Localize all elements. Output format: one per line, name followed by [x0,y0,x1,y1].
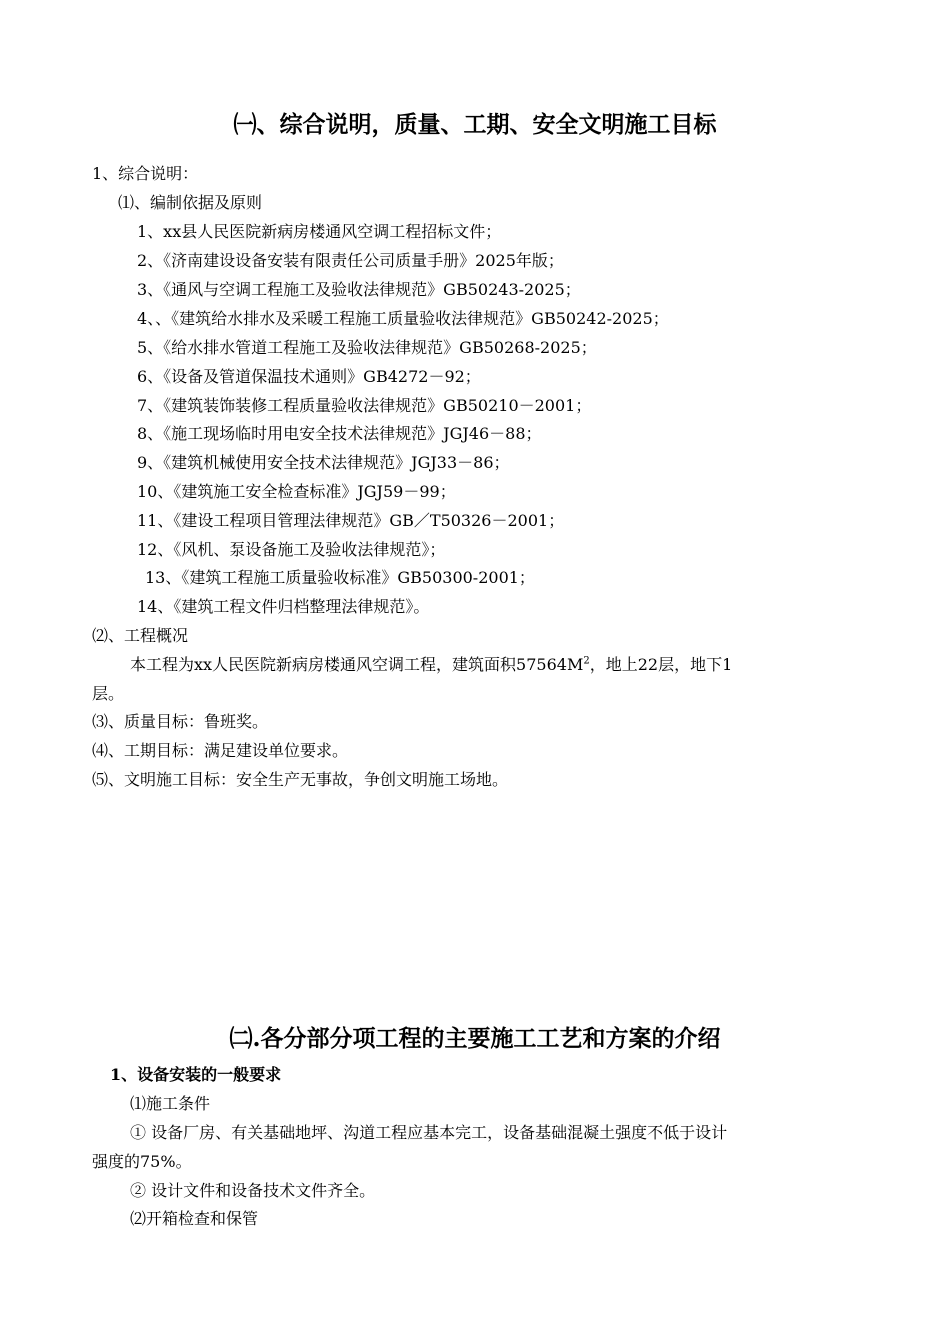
condition-b: ② 设计文件和设备技术文件齐全。 [130,1181,376,1200]
basis-item: 7、《建筑装饰装修工程质量验收法律规范》GB50210－2001； [137,396,592,415]
basis-item: 10、《建筑施工安全检查标准》JGJ59－99； [137,482,456,501]
subheading-general: 1、综合说明： [92,164,199,183]
quality-target: ⑶、质量目标：鲁班奖。 [92,712,269,731]
overview-heading: ⑵、工程概况 [92,626,189,645]
civil-construction-target: ⑸、文明施工目标：安全生产无事故，争创文明施工场地。 [92,770,509,789]
condition-a-line2: 强度的75%。 [92,1152,192,1171]
basis-item: 8、《施工现场临时用电安全技术法律规范》JGJ46－88； [137,424,542,443]
overview-paragraph-line1 [130,655,732,675]
overview-text-tail: ，地上22层，地下1 [589,655,733,674]
basis-item: 6、《设备及管道保温技术通则》GB4272－92； [137,367,481,386]
section2-title: ㈡.各分部分项工程的主要施工工艺和方案的介绍 [229,1025,721,1052]
schedule-target: ⑷、工期目标：满足建设单位要求。 [92,741,349,760]
subheading-equipment-install: 1、设备安装的一般要求 [110,1065,282,1084]
unpacking-heading: ⑵开箱检查和保管 [130,1209,259,1228]
basis-item: 9、《建筑机械使用安全技术法律规范》JGJ33－86； [137,453,510,472]
basis-item: 14、《建筑工程文件归档整理法律规范》。 [137,597,430,616]
overview-text: 本工程为xx人民医院新病房楼通风空调工程，建筑面积57564M [130,655,584,674]
basis-item: 13、《建筑工程施工质量验收标准》GB50300-2001； [145,568,535,587]
overview-paragraph-line2: 层。 [92,684,125,703]
subheading-basis: ⑴、编制依据及原则 [118,193,263,212]
basis-item: 3、《通风与空调工程施工及验收法律规范》GB50243-2025； [137,280,581,299]
condition-a-line1: ① 设备厂房、有关基础地坪、沟道工程应基本完工，设备基础混凝土强度不低于设计 [130,1123,728,1142]
construction-conditions-heading: ⑴施工条件 [130,1094,211,1113]
area-unit-superscript: 2 [583,655,590,667]
basis-item: 1、xx县人民医院新病房楼通风空调工程招标文件； [137,222,502,241]
basis-item: 2、《济南建设设备安装有限责任公司质量手册》2025年版； [137,251,564,270]
basis-item: 4、、《建筑给水排水及采暖工程施工质量验收法律规范》GB50242-2025； [137,309,669,328]
basis-item: 5、《给水排水管道工程施工及验收法律规范》GB50268-2025； [137,338,597,357]
basis-item: 12、《风机、泵设备施工及验收法律规范》； [137,540,446,559]
basis-item: 11、《建设工程项目管理法律规范》GB／T50326－2001； [137,511,565,530]
section1-title: ㈠、综合说明，质量、工期、安全文明施工目标 [233,111,717,138]
